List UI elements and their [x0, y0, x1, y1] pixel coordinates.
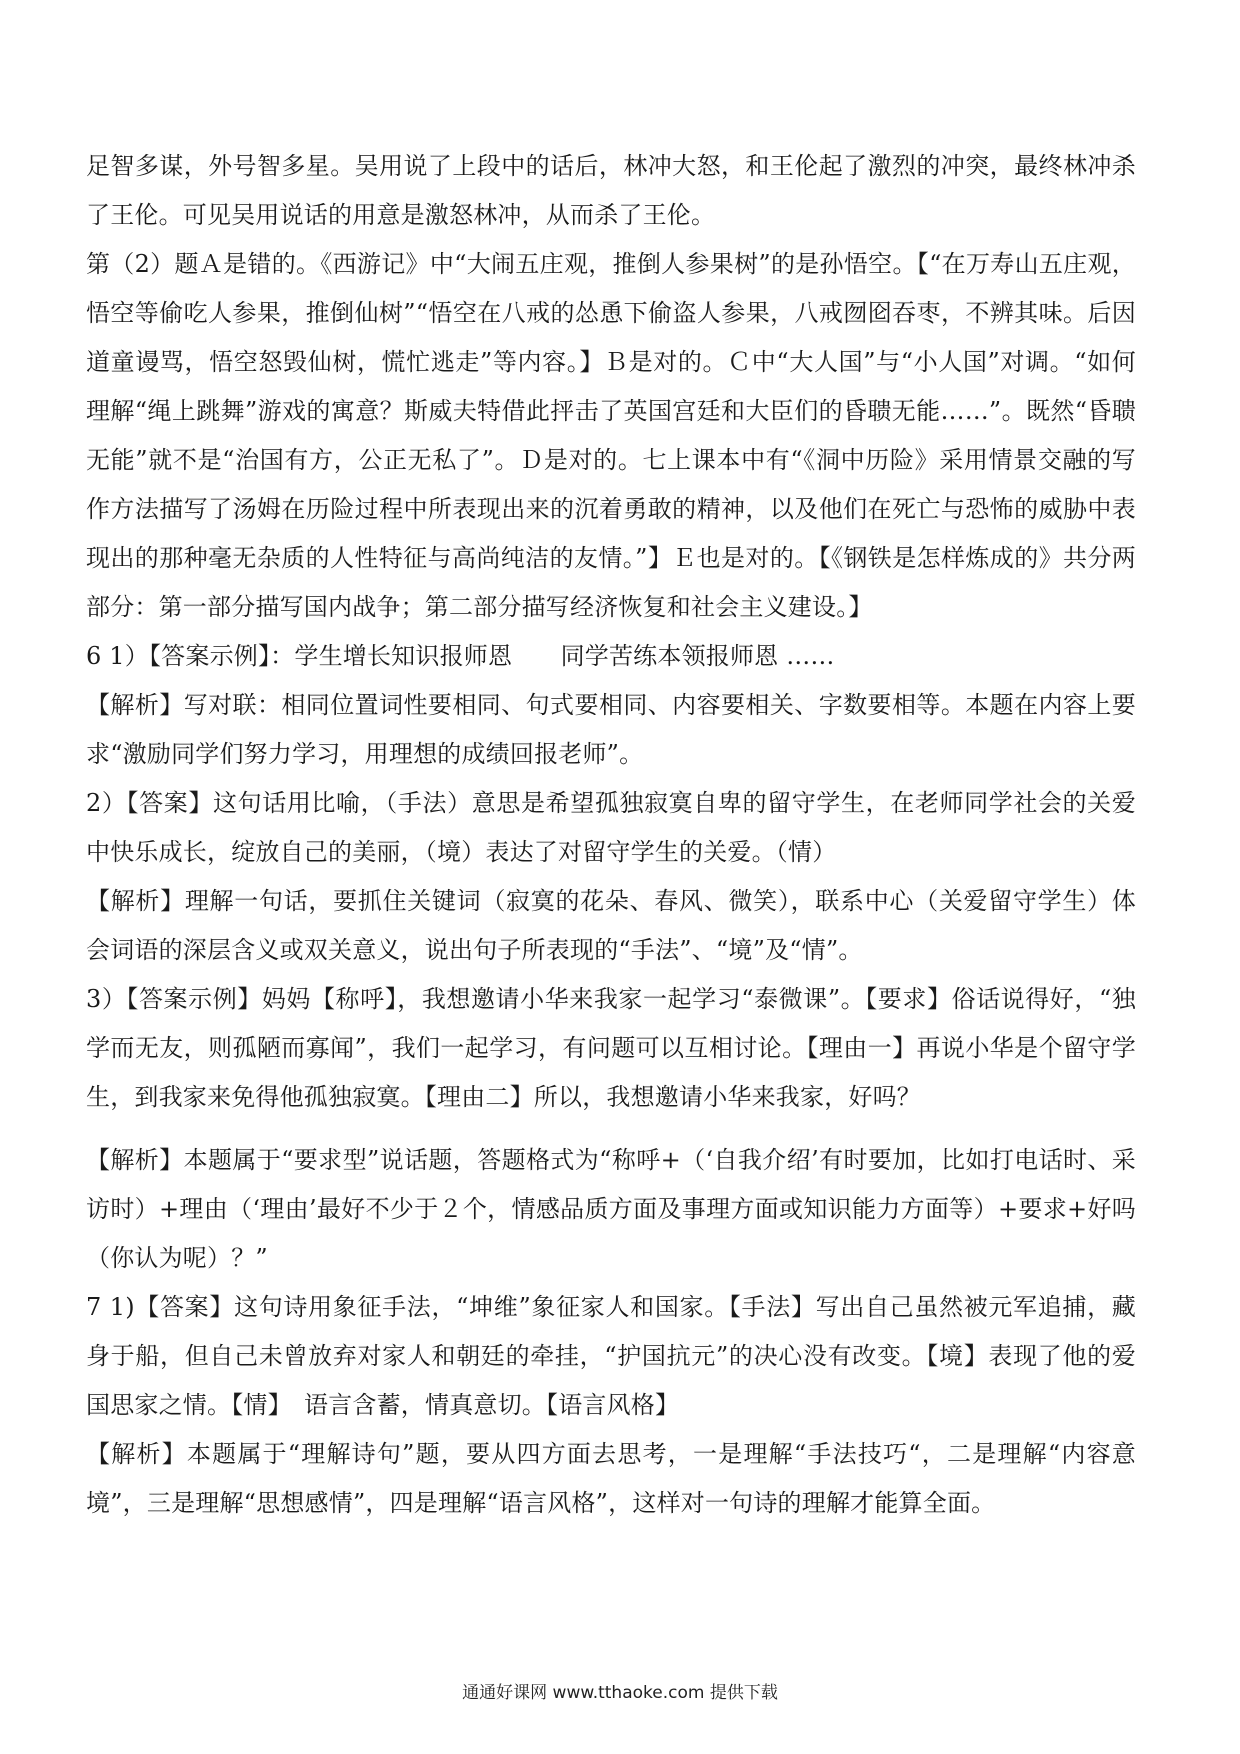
paragraph: 【解析】本题属于“理解诗句”题，要从四方面去思考，一是理解“手法技巧“，二是理解“内容意境”，三是理解“思想感情”，四是理解“语言风格”，这样对一句诗的理解才能算全面。: [86, 1440, 1136, 1517]
paragraph: 2）【答案】这句话用比喻，（手法）意思是希望孤独寂寞自卑的留守学生，在老师同学社会的关爱中快乐成长，绽放自己的美丽，（境）表达了对留守学生的关爱。（情）: [86, 789, 1136, 866]
paragraph: 足智多谋，外号智多星。吴用说了上段中的话后，林冲大怒，和王伦起了激烈的冲突，最终林冲杀了王伦。可见吴用说话的用意是激怒林冲，从而杀了王伦。: [86, 152, 1136, 229]
paragraph: 第（2）题Ａ是错的。《西游记》中“大闹五庄观，推倒人参果树”的是孙悟空。【“在万寿山五庄观，悟空等偷吃人参果，推倒仙树”“悟空在八戒的怂恿下偷盗人参果，八戒囫囵吞枣，不辨其味。后因道童谩骂，悟空怒毁仙树，慌忙逃走”等内容。】Ｂ是对的。Ｃ中“大人国”与“小人国”对调。“如何理解“绳上跳舞”游戏的寓意？斯威夫特借此抨击了英国宫廷和大臣们的昏聩无能……”。既然“昏聩无能”就不是“治国有方，公正无私了”。Ｄ是对的。七上课本中有“《洞中历险》采用情景交融的写作方法描写了汤姆在历险过程中所表现出来的沉着勇敢的精神，以及他们在死亡与恐怖的威胁中表现出的那种毫无杂质的人性特征与高尚纯洁的友情。”】Ｅ也是对的。【《钢铁是怎样炼成的》共分两部分：第一部分描写国内战争；第二部分描写经济恢复和社会主义建设。】: [86, 250, 1136, 621]
paragraph: 【解析】本题属于“要求型”说话题，答题格式为“称呼+（‘自我介绍’有时要加，比如打电话时、采访时）+理由（‘理由’最好不少于２个，情感品质方面及事理方面或知识能力方面等）+要求+好吗（你认为呢）？”: [86, 1146, 1136, 1272]
paragraph: 6 1）【答案示例】：学生增长知识报师恩 同学苦练本领报师恩 ……: [86, 642, 835, 670]
paragraph-spacer: [86, 1122, 1136, 1136]
paragraph: 3）【答案示例】妈妈【称呼】，我想邀请小华来我家一起学习“泰微课”。【要求】俗话说得好，“独学而无友，则孤陋而寡闻”，我们一起学习，有问题可以互相讨论。【理由一】再说小华是个留守学生，到我家来免得他孤独寂寞。【理由二】所以，我想邀请小华来我家，好吗？: [86, 985, 1136, 1111]
paragraph: 【解析】理解一句话，要抓住关键词（寂寞的花朵、春风、微笑），联系中心（关爱留守学生）体会词语的深层含义或双关意义，说出句子所表现的“手法”、“境”及“情”。: [86, 887, 1136, 964]
document-body: [86, 142, 1136, 1528]
paragraph: 7 1)【答案】这句诗用象征手法，“坤维”象征家人和国家。【手法】写出自己虽然被元军追捕，藏身于船，但自己未曾放弃对家人和朝廷的牵挂，“护国抗元”的决心没有改变。【境】表现了他的爱国思家之情。【情】 语言含蓄，情真意切。【语言风格】: [86, 1293, 1136, 1419]
paragraph: 【解析】写对联：相同位置词性要相同、句式要相同、内容要相关、字数要相等。本题在内容上要求“激励同学们努力学习，用理想的成绩回报老师”。: [86, 691, 1136, 768]
page-footer: 通通好课网 www.tthaoke.com 提供下载: [462, 1683, 778, 1703]
